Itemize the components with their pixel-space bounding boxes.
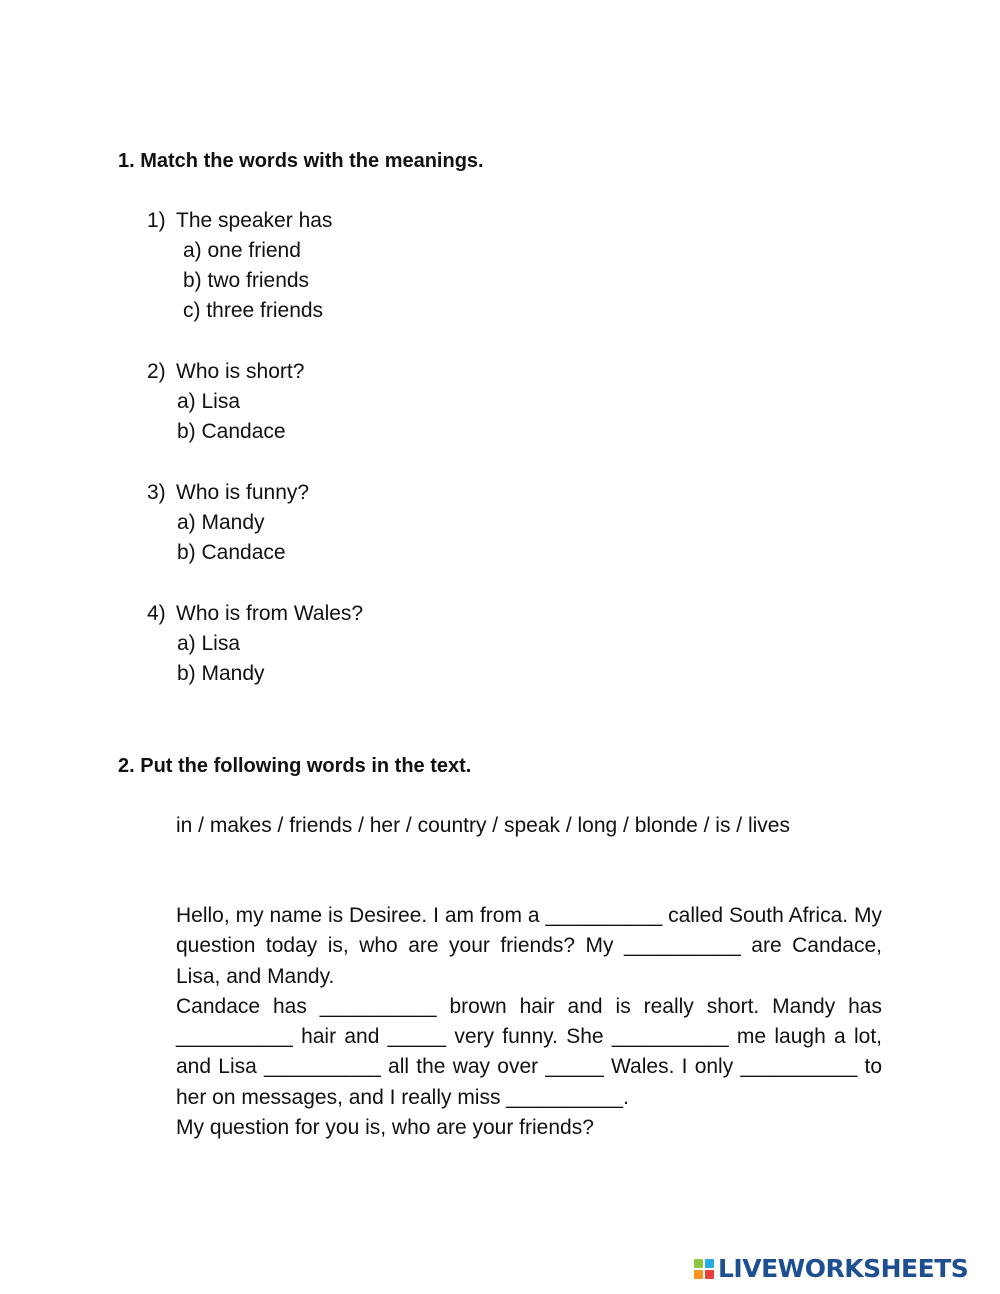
section-1-heading: 1. Match the words with the meanings. bbox=[118, 150, 484, 172]
answer-option[interactable]: b) Candace bbox=[177, 420, 286, 443]
liveworksheets-logo bbox=[694, 1254, 968, 1284]
answer-option[interactable]: c) three friends bbox=[183, 299, 324, 322]
passage-paragraph: Hello, my name is Desiree. I am from a __________ called South Africa. My question today is, who are your friends? My __________ are Candace, Lisa, and Mandy. bbox=[176, 904, 882, 988]
answer-option[interactable]: b) Mandy bbox=[177, 662, 265, 685]
word-bank: in / makes / friends / her / country / speak / long / blonde / is / lives bbox=[176, 814, 790, 837]
answer-option[interactable]: b) two friends bbox=[183, 269, 310, 292]
question-number: 2) bbox=[147, 360, 166, 383]
section-2-heading: 2. Put the following words in the text. bbox=[118, 755, 472, 777]
question-text: Who is funny? bbox=[176, 481, 310, 504]
liveworksheets-mark-icon bbox=[694, 1259, 714, 1279]
passage-paragraph: Candace has __________ brown hair and is really short. Mandy has __________ hair and _____ very funny. She __________ me laugh a lot, and Lisa __________ all the way over _____ Wales. I only __________ to her on messages, and I really miss __________. bbox=[176, 994, 882, 1109]
gap-fill-passage bbox=[176, 901, 882, 1143]
question-text: Who is from Wales? bbox=[176, 602, 364, 625]
question-3 bbox=[147, 478, 309, 568]
answer-option[interactable]: a) Lisa bbox=[177, 632, 241, 655]
answer-option[interactable]: a) one friend bbox=[183, 239, 301, 262]
question-text: The speaker has bbox=[176, 209, 333, 232]
question-2 bbox=[147, 357, 304, 447]
answer-option[interactable]: a) Mandy bbox=[177, 511, 265, 534]
question-number: 3) bbox=[147, 481, 166, 504]
question-1 bbox=[147, 206, 332, 326]
passage-paragraph: My question for you is, who are your friends? bbox=[176, 1116, 594, 1140]
question-text: Who is short? bbox=[176, 360, 305, 383]
question-4 bbox=[147, 599, 363, 689]
question-number: 1) bbox=[147, 209, 166, 232]
question-number: 4) bbox=[147, 602, 166, 625]
logo-wordmark: LIVEWORKSHEETS bbox=[718, 1254, 969, 1283]
answer-option[interactable]: a) Lisa bbox=[177, 390, 241, 413]
answer-option[interactable]: b) Candace bbox=[177, 541, 286, 564]
